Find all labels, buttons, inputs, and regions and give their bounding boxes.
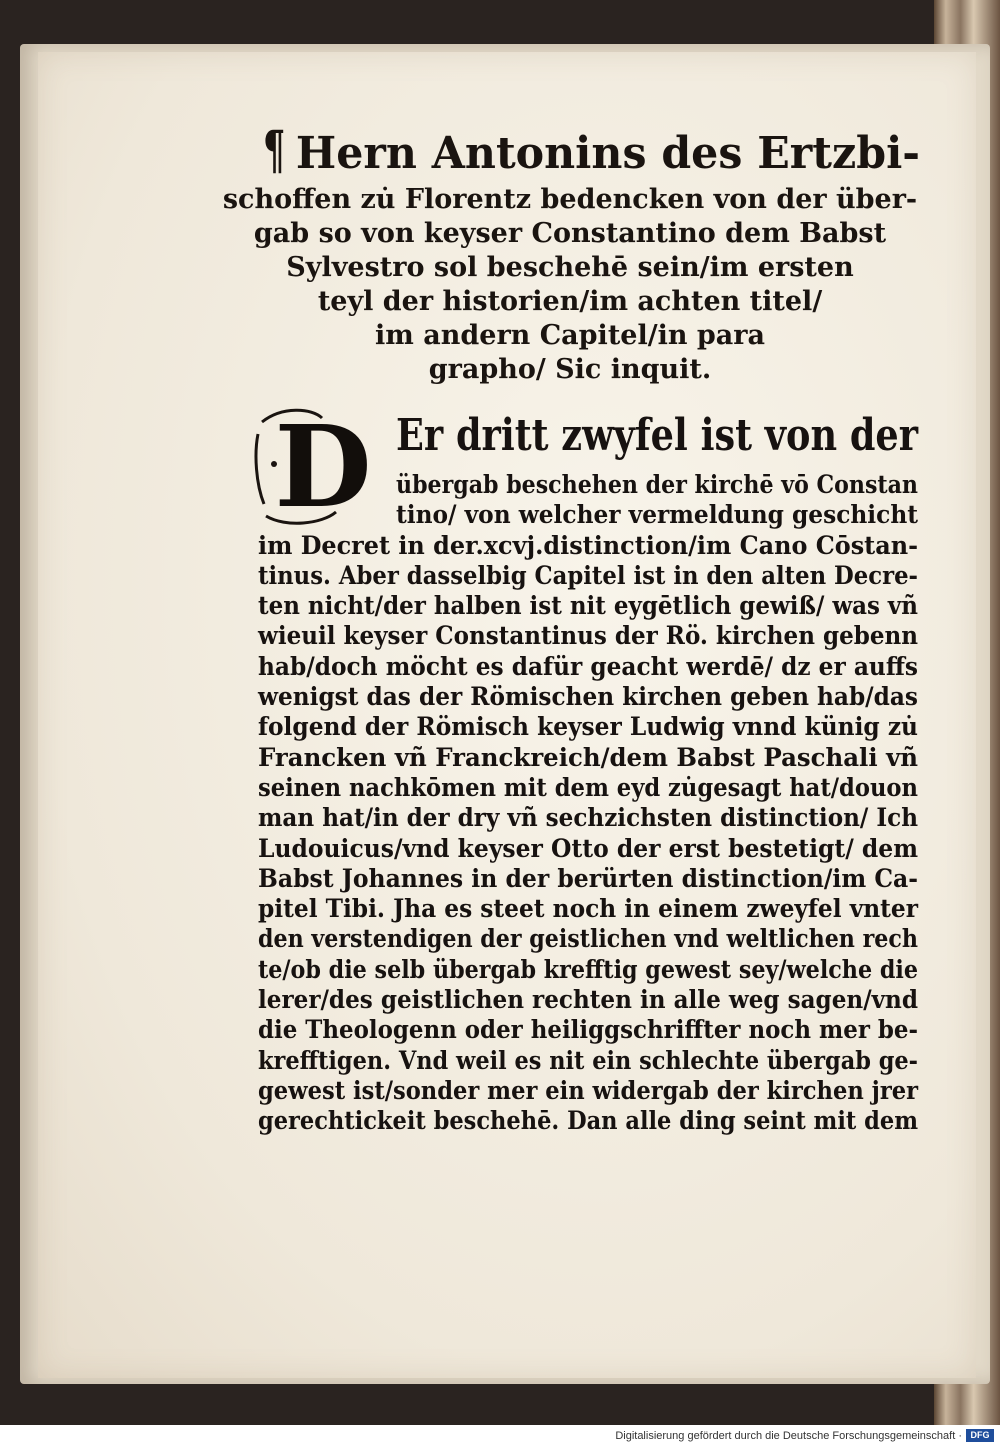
underlined-body-line: lerer/des geistlichen rechten in alle weg sagen/vnd [258,985,918,1015]
body-line: Ludouicus/vnd keyser Otto der erst bestetigt/ dem [258,833,918,863]
body-line: folgend der Römisch keyser Ludwig vnnd künig zu̇ [258,712,918,742]
heading-line: grapho/ Sic inquit. [428,354,712,385]
drop-cap: D [274,402,372,533]
body-line: Francken vñ Franckreich/dem Babst Paschali vñ [258,742,918,772]
body-line: pitel Tibi. Jha es steet noch in einem zweyfel vnter [258,894,918,924]
body-text [258,402,918,1137]
body-line: Babst Johannes in der berürten distinction/im Ca- [258,863,918,893]
heading-line: ¶ Hern Antonins des Ertzbi- [262,120,920,181]
heading-line: gab so von keyser Constantino dem Babst [253,218,887,249]
body-line: krefftigen. Vnd weil es nit ein schlechte übergab ge- [258,1045,918,1075]
body-line: wieuil keyser Constantinus der Rö. kirchen gebenn [258,621,918,651]
heading-line: Sylvestro sol beschehē sein/im ersten [286,252,854,283]
dfg-logo: DFG [966,1429,994,1442]
footer-bar [0,1425,1000,1447]
body-line: hab/doch möcht es dafür geacht werdē/ dz er auffs [258,651,918,681]
body-line: im Decret in der.xcvj.distinction/im Cano Cōstan- [258,530,918,560]
body-line: tino/ von welcher vermeldung geschicht [396,500,918,530]
body-line: ten nicht/der halben ist nit eygētlich gewiß/ was vñ [258,591,918,621]
paragraph-mark-icon: ¶ [262,120,286,181]
body-line: seinen nachkōmen mit dem eyd zu̇gesagt hat/douon [258,772,918,802]
heading-line: schoffen zu̇ Florentz bedencken von der über- [222,184,918,215]
body-line: übergab beschehen der kirchē vō Constan [396,470,918,499]
body-line: gerechtickeit beschehē. Dan alle ding seint mit dem [258,1106,918,1136]
body-line: wenigst das der Römischen kirchen geben hab/das [258,682,918,712]
body-line: gewest ist/sonder mer ein widergab der kirchen jrer [258,1075,918,1105]
underlined-body-line: die Theologenn oder heiliggschriffter noch mer be- [258,1015,918,1045]
funding-credit: Digitalisierung gefördert durch die Deutsche Forschungsgemeinschaft · [615,1430,962,1442]
body-line: tinus. Aber dasselbig Capitel ist in den alten Decre- [258,560,918,590]
heading-line: teyl der historien/im achten titel/ [317,286,823,317]
body-line: man hat/in der dry vñ sechzichsten distinction/ Ich [258,803,918,833]
underlined-body-line: den verstendigen der geistlichen vnd weltlichen rech [258,924,918,954]
chapter-heading [220,122,920,387]
body-line: Er dritt zwyfel ist von der [396,410,918,461]
heading-line: im andern Capitel/in para [375,320,765,351]
underlined-body-line: te/ob die selb übergab krefftig gewest sey/welche die [258,954,918,984]
